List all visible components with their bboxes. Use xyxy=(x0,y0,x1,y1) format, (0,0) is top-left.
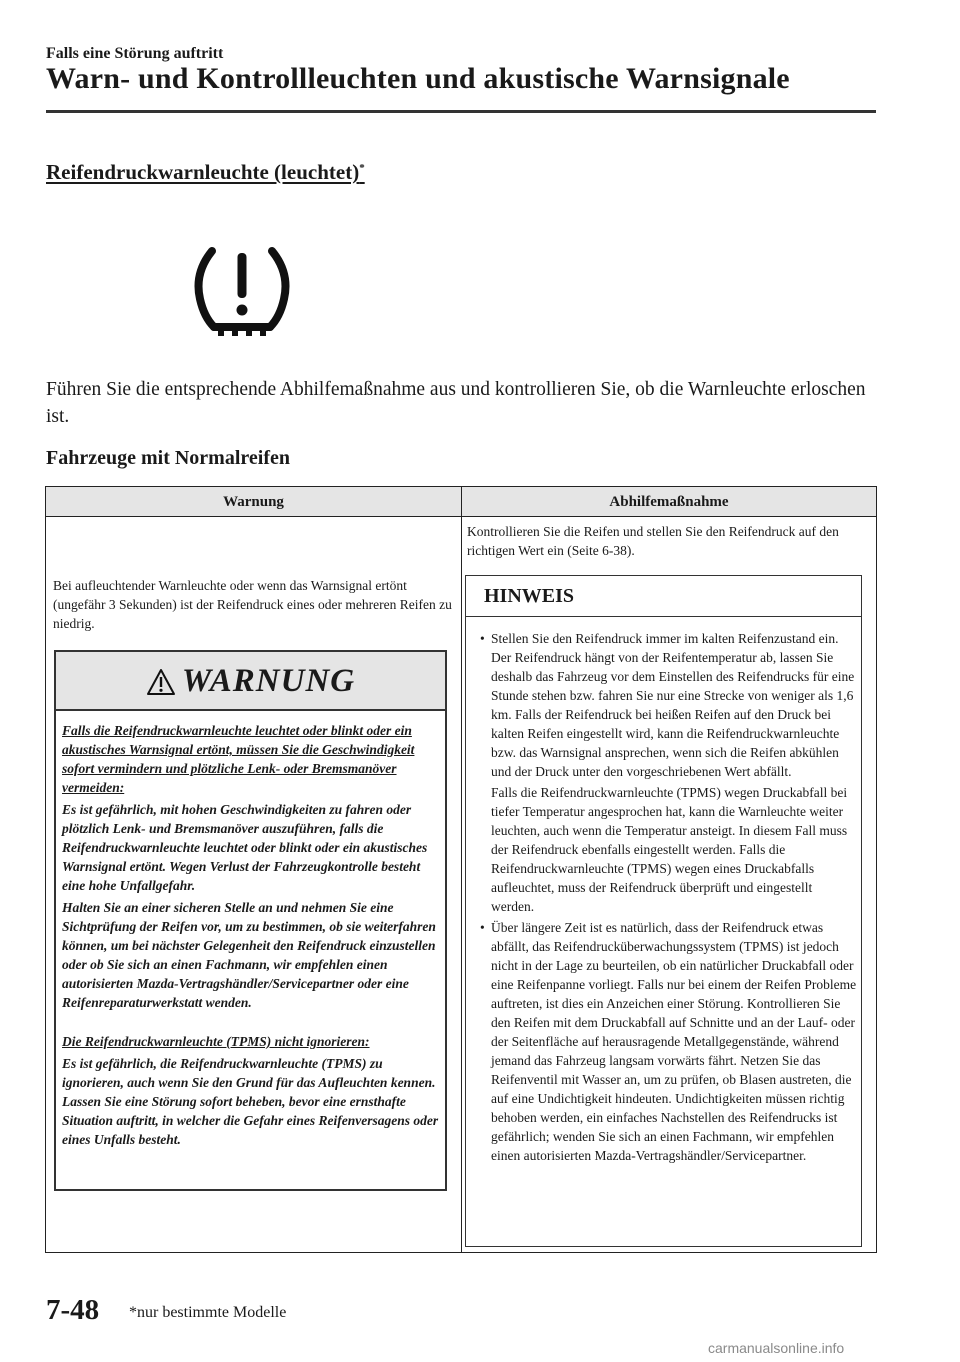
warning-text-3: Es ist gefährlich, die Reifendruckwarnleuchte (TPMS) zu ignorieren, auch wenn Sie den Grund für das Aufleuchten kennen. Lassen Sie eine Störung sofort beheben, bevor eine ernsthafte Situation auftritt, in welcher die Gefahr eines Reifenversagens oder eines Unfalls besteht. xyxy=(62,1056,439,1147)
header-divider xyxy=(46,110,876,113)
column-divider xyxy=(461,487,462,1252)
note-item-2-text-1: Über längere Zeit ist es natürlich, dass der Reifendruck etwas abfällt, das Reifendrucküberwachungssystem (TPMS) ist jedoch nicht in der Lage zu beurteilen, ob ein natürlicher Druckabfall oder eine Reifenpanne vorliegt. Falls nur bei einem der Reifen Probleme auftreten, ist dies ein Anzeichen einer Störung. Kontrollieren Sie den Reifen mit dem Druckabfall auf Schnitte und an der Lauf- oder der Seitenfläche auf herausragende Metallgegenstände, während jemand das Fahrzeug langsam vorwärts fährt. Netzen Sie das Reifenventil mit Wasser an, um zu prüfen, ob Blasen austreten, die auf eine Undichtigkeit hindeuten. Undichtigkeiten müssen richtig behoben werden, ein einfaches Nachstellen des Reifendrucks ist gefährlich; wenden Sie sich an einen Fachmann, wir empfehlen einen autorisierten Mazda-Vertragshändler/Servicepartner. xyxy=(491,920,857,1163)
warning-text-2: Halten Sie an einer sicheren Stelle an und nehmen Sie eine Sichtprüfung der Reifen vor, um zu bestimmen, ob sie weiterfahren können, um bei nächster Gelegenheit den Reifendruck einzustellen oder ob Sie sich an einen Fachmann, wir empfehlen einen autorisierten Mazda-Vertragshändler/Servicepartner oder eine Reifenreparaturwerkstatt wenden. xyxy=(62,900,436,1010)
bullet-icon: • xyxy=(480,631,485,646)
footnote: *nur bestimmte Modelle xyxy=(129,1304,287,1321)
note-item-2 xyxy=(477,918,857,1165)
warning-description: Bei aufleuchtender Warnleuchte oder wenn das Warnsignal ertönt (ungefähr 3 Sekunden) ist der Reifendruck eines oder mehreren Reifen zu niedrig. xyxy=(53,578,452,631)
remedy-description: Kontrollieren Sie die Reifen und stellen Sie den Reifendruck auf den richtigen Wert ein (Seite 6-38). xyxy=(467,524,839,558)
bullet-icon: • xyxy=(480,920,485,935)
warning-heading-2: Die Reifendruckwarnleuchte (TPMS) nicht ignorieren: xyxy=(62,1034,370,1049)
tire-pressure-warning-icon xyxy=(192,243,292,338)
note-item-1-text-2: Falls die Reifendruckwarnleuchte (TPMS) wegen Druckabfall bei tiefer Temperatur angesprochen hat, kann die Warnleuchte weiter leuchten, auch wenn die Temperatur ansteigt. In diesem Fall muss der Reifendruck ebenfalls eingestellt werden. Falls die Reifendruckwarnleuchte (TPMS) wegen eines Druckabfalls aufleuchtet, muss der Reifendruck überprüft und eingestellt werden. xyxy=(491,785,848,914)
sub-heading: Fahrzeuge mit Normalreifen xyxy=(46,447,290,469)
column-header-warning: Warnung xyxy=(223,494,284,510)
note-box-header xyxy=(466,576,861,617)
column-header-remedy: Abhilfemaßnahme xyxy=(609,494,729,510)
note-item-1-text-1: Stellen Sie den Reifendruck immer im kalten Reifenzustand ein. Der Reifendruck hängt von der Reifentemperatur ab, lassen Sie deshalb das Fahrzeug vor dem Einstellen des Reifendrucks für eine Stunde stehen bzw. fahren Sie nur eine Strecke von weniger als 1,6 km. Falls der Reifendruck bei heißen Reifen auf den Druck bei kalten Reifen eingestellt wird, kann die Reifendruckwarnleuchte bzw. das Warnsignal ansprechen, wenn sich die Reifen abkühlen und der Druck unter den vorgeschriebenen Wert abfällt. xyxy=(491,631,855,779)
warning-table xyxy=(45,486,877,1253)
chapter-title: Warn- und Kontrollleuchten und akustische Warnsignale xyxy=(46,62,790,95)
note-title: HINWEIS xyxy=(484,585,575,607)
optional-equipment-marker: * xyxy=(359,162,365,174)
watermark: carmanualsonline.info xyxy=(708,1340,845,1356)
warning-heading-1: Falls die Reifendruckwarnleuchte leuchtet oder blinkt oder ein akustisches Warnsignal ertönt, müssen Sie die Geschwindigkeit sofort vermindern und plötzliche Lenk- oder Bremsmanöver vermeiden: xyxy=(62,723,415,795)
note-box xyxy=(465,575,862,1247)
warning-box xyxy=(54,650,447,1191)
warning-box-body xyxy=(62,721,440,1152)
intro-text: Führen Sie die entsprechende Abhilfemaßnahme aus und kontrollieren Sie, ob die Warnleuchte erloschen ist. xyxy=(46,379,866,427)
warning-box-header xyxy=(56,652,445,711)
warning-box-title: WARNUNG xyxy=(181,663,356,699)
topic-heading xyxy=(46,160,365,185)
warning-triangle-icon xyxy=(146,668,176,696)
section-label: Falls eine Störung auftritt xyxy=(46,45,224,62)
page-number: 7-48 xyxy=(46,1294,100,1326)
topic-title: Reifendruckwarnleuchte (leuchtet) xyxy=(46,160,360,184)
warning-text-1: Es ist gefährlich, mit hohen Geschwindigkeiten zu fahren oder plötzlich Lenk- und Bremsmanöver auszuführen, falls die Reifendruckwarnleuchte leuchtet oder blinkt oder ein akustisches Warnsignal ertönt. Wegen Verlust der Fahrzeugkontrolle besteht eine hohe Unfallgefahr. xyxy=(62,802,428,893)
note-body xyxy=(477,629,857,1167)
note-item-1 xyxy=(477,629,857,916)
